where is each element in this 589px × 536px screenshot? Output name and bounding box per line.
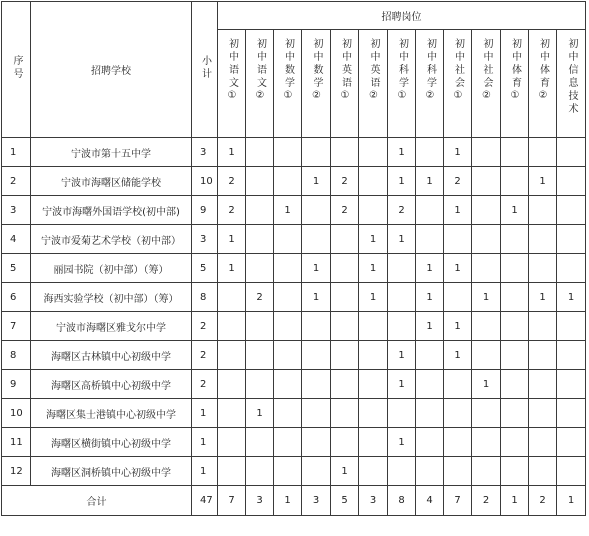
- position-count-cell: [501, 341, 529, 370]
- position-count-cell: [501, 254, 529, 283]
- position-count-cell: [416, 341, 444, 370]
- position-count-cell: [246, 341, 274, 370]
- position-header-cell: [472, 30, 501, 138]
- position-count-cell: [529, 399, 557, 428]
- total-label-cell: 合计: [2, 486, 192, 516]
- position-header-label: 初中数学①: [282, 38, 294, 104]
- subtotal-cell: 9: [192, 196, 218, 225]
- position-header-label: 初中语文②: [254, 38, 266, 104]
- position-count-cell: [246, 196, 274, 225]
- total-subtotal-cell: 47: [192, 486, 218, 516]
- row-index-cell: 6: [2, 283, 31, 312]
- table-row: [2, 428, 586, 457]
- table-row: [2, 254, 586, 283]
- position-count-cell: [557, 167, 586, 196]
- position-count-cell: 1: [444, 341, 472, 370]
- position-header-cell: [416, 30, 444, 138]
- position-count-cell: [388, 312, 416, 341]
- school-name-cell: 海西实验学校（初中部）（筹）: [31, 283, 192, 312]
- position-count-cell: 1: [359, 283, 388, 312]
- total-count-cell: 3: [359, 486, 388, 516]
- subtotal-cell: 2: [192, 370, 218, 399]
- position-count-cell: [274, 428, 302, 457]
- school-name-cell: 海曙区横街镇中心初级中学: [31, 428, 192, 457]
- positions-group-label: 招聘岗位: [381, 12, 422, 23]
- position-count-cell: 1: [302, 167, 331, 196]
- position-count-cell: [218, 370, 246, 399]
- position-header-cell: [529, 30, 557, 138]
- position-count-cell: 1: [388, 167, 416, 196]
- position-count-cell: [472, 312, 501, 341]
- row-index-cell: 8: [2, 341, 31, 370]
- position-count-cell: [472, 428, 501, 457]
- position-count-cell: [501, 457, 529, 486]
- position-count-cell: [416, 399, 444, 428]
- table-row: [2, 399, 586, 428]
- total-count-cell: 7: [444, 486, 472, 516]
- position-count-cell: [444, 283, 472, 312]
- position-count-cell: [529, 370, 557, 399]
- position-count-cell: [302, 196, 331, 225]
- position-count-cell: 2: [331, 167, 359, 196]
- position-count-cell: [302, 370, 331, 399]
- subtotal-header-cell: [192, 2, 218, 138]
- position-count-cell: [302, 399, 331, 428]
- position-count-cell: 1: [388, 428, 416, 457]
- position-count-cell: [557, 254, 586, 283]
- position-count-cell: [331, 312, 359, 341]
- subtotal-cell: 1: [192, 457, 218, 486]
- position-count-cell: 1: [246, 399, 274, 428]
- position-count-cell: [501, 167, 529, 196]
- subtotal-cell: 1: [192, 399, 218, 428]
- position-header-label: 初中英语①: [339, 38, 351, 104]
- position-count-cell: [557, 225, 586, 254]
- total-count-cell: 4: [416, 486, 444, 516]
- table-row: [2, 196, 586, 225]
- position-count-cell: [388, 399, 416, 428]
- index-header-cell: [2, 2, 31, 138]
- position-count-cell: 1: [529, 167, 557, 196]
- position-header-label: 初中社会②: [481, 38, 492, 104]
- subtotal-cell: 10: [192, 167, 218, 196]
- position-count-cell: [359, 341, 388, 370]
- position-count-cell: [529, 196, 557, 225]
- position-count-cell: [557, 428, 586, 457]
- position-count-cell: [359, 428, 388, 457]
- position-header-label: 初中体育②: [537, 38, 549, 104]
- position-count-cell: [501, 312, 529, 341]
- position-count-cell: [331, 138, 359, 167]
- position-count-cell: 1: [444, 254, 472, 283]
- school-name-cell: 宁波市海曙外国语学校(初中部): [31, 196, 192, 225]
- position-count-cell: 2: [444, 167, 472, 196]
- row-index-cell: 2: [2, 167, 31, 196]
- position-count-cell: [557, 196, 586, 225]
- position-count-cell: [246, 167, 274, 196]
- table-row: [2, 283, 586, 312]
- total-count-cell: 1: [274, 486, 302, 516]
- position-header-cell: [388, 30, 416, 138]
- position-count-cell: [388, 457, 416, 486]
- school-name-cell: 海曙区高桥镇中心初级中学: [31, 370, 192, 399]
- row-index-cell: 7: [2, 312, 31, 341]
- position-count-cell: [557, 399, 586, 428]
- position-header-cell: [274, 30, 302, 138]
- table-row: [2, 167, 586, 196]
- position-count-cell: 1: [359, 254, 388, 283]
- position-count-cell: [359, 370, 388, 399]
- table-row: [2, 225, 586, 254]
- position-count-cell: [218, 399, 246, 428]
- position-count-cell: [302, 457, 331, 486]
- position-count-cell: [302, 428, 331, 457]
- position-header-cell: [246, 30, 274, 138]
- position-header-label: 初中社会①: [452, 38, 464, 104]
- position-count-cell: [529, 457, 557, 486]
- total-count-cell: 3: [302, 486, 331, 516]
- position-count-cell: 1: [529, 283, 557, 312]
- school-name-cell: 宁波市爱菊艺术学校（初中部）: [31, 225, 192, 254]
- recruitment-table-container: [1, 1, 586, 516]
- table-row: [2, 457, 586, 486]
- position-count-cell: [274, 167, 302, 196]
- position-count-cell: [246, 254, 274, 283]
- position-header-label: 初中语文①: [226, 38, 238, 104]
- position-count-cell: [246, 370, 274, 399]
- table-row: [2, 341, 586, 370]
- position-count-cell: [274, 457, 302, 486]
- index-header-label: 序号: [11, 55, 22, 81]
- position-count-cell: [557, 341, 586, 370]
- position-count-cell: 1: [472, 370, 501, 399]
- position-count-cell: [472, 254, 501, 283]
- position-count-cell: [331, 341, 359, 370]
- position-count-cell: [529, 138, 557, 167]
- position-header-cell: [331, 30, 359, 138]
- position-count-cell: 2: [218, 167, 246, 196]
- position-header-label: 初中英语②: [368, 38, 379, 104]
- position-count-cell: [359, 167, 388, 196]
- total-count-cell: 1: [501, 486, 529, 516]
- position-count-cell: [501, 399, 529, 428]
- position-header-cell: [359, 30, 388, 138]
- position-count-cell: [274, 254, 302, 283]
- position-count-cell: [501, 225, 529, 254]
- position-count-cell: 1: [274, 196, 302, 225]
- total-count-cell: 2: [529, 486, 557, 516]
- subtotal-cell: 1: [192, 428, 218, 457]
- subtotal-cell: 5: [192, 254, 218, 283]
- position-header-cell: [557, 30, 586, 138]
- position-count-cell: 2: [218, 196, 246, 225]
- position-count-cell: 1: [388, 370, 416, 399]
- position-count-cell: [557, 457, 586, 486]
- position-count-cell: [331, 283, 359, 312]
- position-count-cell: 1: [218, 225, 246, 254]
- position-header-cell: [444, 30, 472, 138]
- position-count-cell: [246, 428, 274, 457]
- position-count-cell: [331, 428, 359, 457]
- position-count-cell: [501, 138, 529, 167]
- position-count-cell: 1: [416, 312, 444, 341]
- position-count-cell: [359, 457, 388, 486]
- position-count-cell: 1: [444, 312, 472, 341]
- position-count-cell: 1: [302, 254, 331, 283]
- position-count-cell: [472, 399, 501, 428]
- position-count-cell: [302, 341, 331, 370]
- position-count-cell: [388, 254, 416, 283]
- position-count-cell: [274, 341, 302, 370]
- position-count-cell: [557, 312, 586, 341]
- position-count-cell: [529, 428, 557, 457]
- position-count-cell: [472, 225, 501, 254]
- position-count-cell: [472, 341, 501, 370]
- position-count-cell: [416, 225, 444, 254]
- position-count-cell: 1: [444, 196, 472, 225]
- table-row: [2, 370, 586, 399]
- row-index-cell: 11: [2, 428, 31, 457]
- position-count-cell: [246, 457, 274, 486]
- position-count-cell: [331, 399, 359, 428]
- position-count-cell: [444, 225, 472, 254]
- position-count-cell: [388, 283, 416, 312]
- position-header-cell: [218, 30, 246, 138]
- position-count-cell: [246, 312, 274, 341]
- position-count-cell: [416, 196, 444, 225]
- position-count-cell: [472, 457, 501, 486]
- position-count-cell: 1: [388, 225, 416, 254]
- position-count-cell: [218, 283, 246, 312]
- position-count-cell: [246, 138, 274, 167]
- school-name-cell: 宁波市海曙区雅戈尔中学: [31, 312, 192, 341]
- position-count-cell: [274, 225, 302, 254]
- position-count-cell: [472, 138, 501, 167]
- position-header-cell: [302, 30, 331, 138]
- subtotal-cell: 3: [192, 138, 218, 167]
- position-count-cell: [218, 428, 246, 457]
- position-count-cell: 1: [388, 138, 416, 167]
- position-header-cell: [501, 30, 529, 138]
- position-count-cell: [302, 225, 331, 254]
- position-count-cell: [274, 370, 302, 399]
- subtotal-cell: 8: [192, 283, 218, 312]
- position-count-cell: [359, 138, 388, 167]
- row-index-cell: 4: [2, 225, 31, 254]
- position-count-cell: 1: [218, 138, 246, 167]
- school-name-cell: 海曙区古林镇中心初级中学: [31, 341, 192, 370]
- position-count-cell: 1: [331, 457, 359, 486]
- position-count-cell: 1: [501, 196, 529, 225]
- total-count-cell: 5: [331, 486, 359, 516]
- position-count-cell: [529, 225, 557, 254]
- total-count-cell: 8: [388, 486, 416, 516]
- position-count-cell: 1: [416, 254, 444, 283]
- school-name-cell: 宁波市海曙区储能学校: [31, 167, 192, 196]
- position-count-cell: [302, 138, 331, 167]
- positions-group-header: [218, 2, 586, 30]
- position-count-cell: 1: [359, 225, 388, 254]
- position-count-cell: 2: [246, 283, 274, 312]
- position-count-cell: 1: [557, 283, 586, 312]
- position-count-cell: [557, 138, 586, 167]
- subtotal-header-label: 小计: [199, 55, 211, 81]
- position-count-cell: 1: [472, 283, 501, 312]
- position-count-cell: [331, 225, 359, 254]
- position-count-cell: [331, 370, 359, 399]
- position-count-cell: [444, 428, 472, 457]
- total-count-cell: 3: [246, 486, 274, 516]
- row-index-cell: 1: [2, 138, 31, 167]
- position-count-cell: [218, 312, 246, 341]
- position-count-cell: [529, 312, 557, 341]
- school-name-cell: 丽园书院（初中部）（筹）: [31, 254, 192, 283]
- position-count-cell: [529, 254, 557, 283]
- table-row: [2, 312, 586, 341]
- position-count-cell: [302, 312, 331, 341]
- position-count-cell: [416, 428, 444, 457]
- position-count-cell: 1: [218, 254, 246, 283]
- position-header-label: 初中体育①: [509, 38, 521, 104]
- position-count-cell: [359, 196, 388, 225]
- total-row: [2, 486, 586, 516]
- subtotal-cell: 3: [192, 225, 218, 254]
- school-name-cell: 海曙区洞桥镇中心初级中学: [31, 457, 192, 486]
- position-count-cell: [359, 399, 388, 428]
- subtotal-cell: 2: [192, 312, 218, 341]
- position-count-cell: 1: [416, 167, 444, 196]
- position-count-cell: 1: [444, 138, 472, 167]
- position-count-cell: [444, 399, 472, 428]
- position-count-cell: [529, 341, 557, 370]
- position-header-label: 初中科学②: [424, 38, 436, 104]
- position-count-cell: [501, 370, 529, 399]
- school-name-cell: 海曙区集士港镇中心初级中学: [31, 399, 192, 428]
- position-count-cell: [416, 138, 444, 167]
- position-count-cell: [218, 341, 246, 370]
- header-row-top: [2, 2, 586, 30]
- position-count-cell: 1: [302, 283, 331, 312]
- position-count-cell: [557, 370, 586, 399]
- position-count-cell: [274, 283, 302, 312]
- table-row: [2, 138, 586, 167]
- position-count-cell: [359, 312, 388, 341]
- position-count-cell: [472, 196, 501, 225]
- position-count-cell: [444, 457, 472, 486]
- total-count-cell: 2: [472, 486, 501, 516]
- row-index-cell: 3: [2, 196, 31, 225]
- position-count-cell: [416, 370, 444, 399]
- position-count-cell: 1: [388, 341, 416, 370]
- position-header-label: 初中科学①: [396, 38, 408, 104]
- position-count-cell: [274, 312, 302, 341]
- position-header-label: 初中数学②: [311, 38, 322, 104]
- position-count-cell: [331, 254, 359, 283]
- row-index-cell: 9: [2, 370, 31, 399]
- position-count-cell: 2: [388, 196, 416, 225]
- total-count-cell: 7: [218, 486, 246, 516]
- position-count-cell: [501, 428, 529, 457]
- total-count-cell: 1: [557, 486, 586, 516]
- row-index-cell: 10: [2, 399, 31, 428]
- school-header-cell: [31, 2, 192, 138]
- position-count-cell: [444, 370, 472, 399]
- position-count-cell: [472, 167, 501, 196]
- position-count-cell: [274, 399, 302, 428]
- position-header-label: 初中信息技术: [566, 38, 577, 116]
- position-count-cell: [501, 283, 529, 312]
- school-header-label: 招聘学校: [91, 66, 131, 77]
- school-name-cell: 宁波市第十五中学: [31, 138, 192, 167]
- position-count-cell: 2: [331, 196, 359, 225]
- position-count-cell: [218, 457, 246, 486]
- position-count-cell: [274, 138, 302, 167]
- position-count-cell: [416, 457, 444, 486]
- recruitment-table: [1, 1, 586, 516]
- position-count-cell: [246, 225, 274, 254]
- subtotal-cell: 2: [192, 341, 218, 370]
- row-index-cell: 12: [2, 457, 31, 486]
- row-index-cell: 5: [2, 254, 31, 283]
- position-count-cell: 1: [416, 283, 444, 312]
